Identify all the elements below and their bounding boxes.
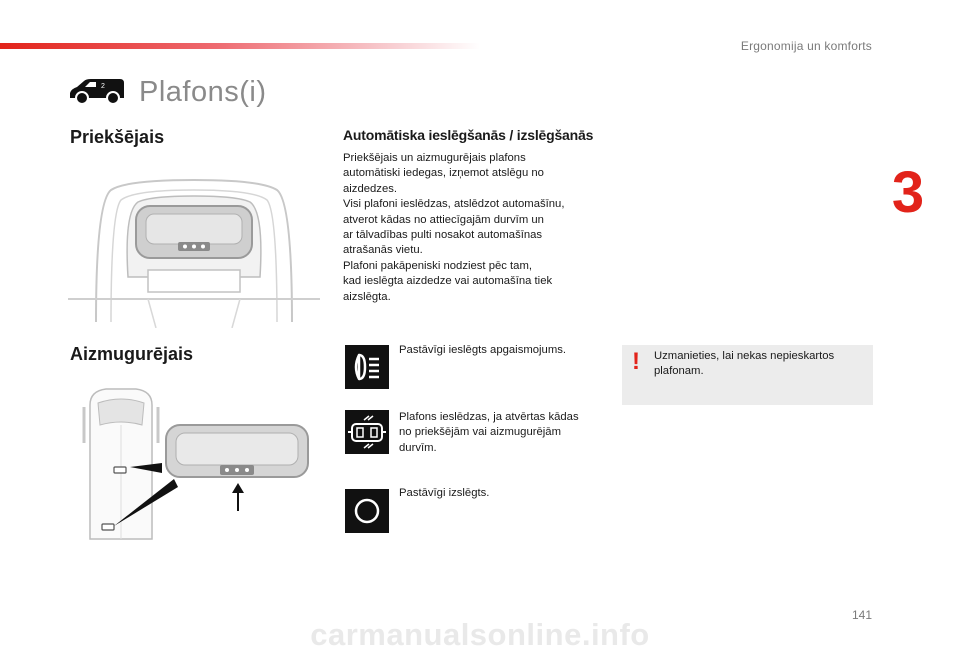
light-off-icon [345,489,389,533]
chapter-number: 3 [891,160,925,225]
van-icon [68,78,126,106]
svg-text:2: 2 [101,83,105,90]
door-light-icon [345,410,389,454]
page-title: Plafons(i) [139,76,267,108]
auto-description: Priekšējais un aizmugurējais plafons automātiski iedegas, izņemot atslēgu no aizdedzes. Visi plafoni ieslēdzas, atslēdzot automašīnu, atverot kādas no attiecīgajām durvīm un ar tālvadības pulti nosakot automašīnas atrašanās vietu. Plafoni pakāpeniski nodziest pēc tam, kad ieslēgta aizdedze vai automašīna tiek aizslēgta. [343,152,565,303]
rear-ceiling-light-illustration [76,385,314,543]
auto-heading: Automātiska ieslēgšanās / izslēgšanās [343,127,594,143]
header-accent-bar [0,43,480,49]
mode-off-text: Pastāvīgi izslēgts. [399,487,490,499]
light-on-icon [345,345,389,389]
warning-text: Uzmanieties, lai nekas nepieskartos plafonam. [654,350,835,378]
warning-icon: ! [632,348,640,375]
mode-on-text: Pastāvīgi ieslēgts apgaismojums. [399,344,567,356]
front-heading: Priekšējais [70,127,165,147]
page-number: 141 [851,608,872,622]
mode-door-text: Plafons ieslēdzas, ja atvērtas kādas no priekšējām vai aizmugurējām durvīm. [399,411,579,454]
rear-heading: Aizmugurējais [70,344,194,364]
watermark: carmanualsonline.info [310,617,650,652]
front-ceiling-light-illustration [66,172,322,328]
section-title: Ergonomija un komforts [740,39,872,53]
